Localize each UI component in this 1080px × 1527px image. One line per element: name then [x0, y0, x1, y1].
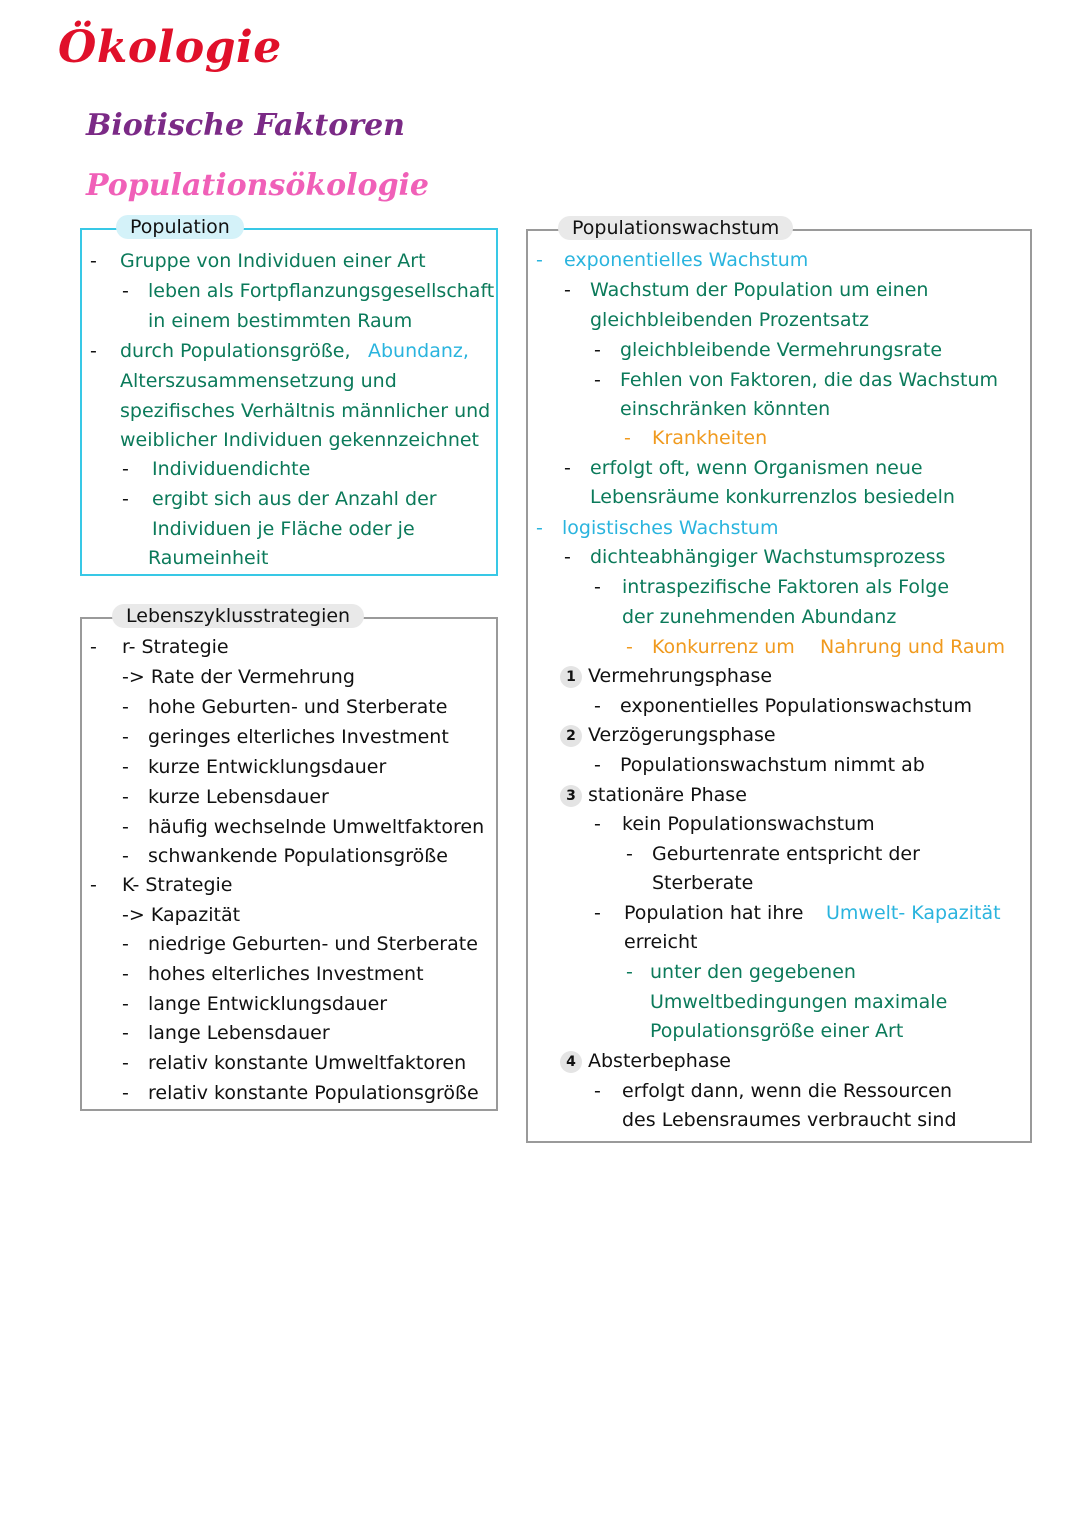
list-item: Populationswachstum nimmt ab [620, 754, 925, 776]
list-item-highlight: Abundanz, [368, 340, 469, 362]
list-item: K- Strategie [122, 874, 233, 896]
list-item: häufig wechselnde Umweltfaktoren [148, 816, 485, 838]
list-item: relativ konstante Umweltfaktoren [148, 1052, 467, 1074]
list-item: erfolgt oft, wenn Organismen neue [590, 457, 923, 479]
list-item: leben als Fortpflanzungsgesellschaft [148, 280, 495, 302]
list-item: - [122, 1052, 129, 1074]
list-item: hohe Geburten- und Sterberate [148, 696, 448, 718]
list-item: - [122, 488, 129, 510]
list-item: - [626, 636, 633, 658]
list-item: gleichbleibende Vermehrungsrate [620, 339, 943, 361]
subtitle-biotische-faktoren: Biotische Faktoren [86, 108, 405, 143]
list-item: lange Lebensdauer [148, 1022, 330, 1044]
list-item: - [564, 279, 571, 301]
list-item: - [90, 250, 97, 272]
list-item: einschränken könnten [620, 398, 831, 420]
phase-4-heading: 4 Absterbephase [560, 1050, 731, 1073]
list-item: - [122, 756, 129, 778]
list-item: Geburtenrate entspricht der [652, 843, 920, 865]
list-item: - [594, 339, 601, 361]
list-item: Wachstum der Population um einen [590, 279, 929, 301]
list-item: - [122, 993, 129, 1015]
list-item-highlight: Umwelt- Kapazität [826, 902, 1001, 924]
list-item: kein Populationswachstum [622, 813, 875, 835]
list-item-heading: exponentielles Wachstum [564, 249, 809, 271]
list-item: - [624, 427, 631, 449]
list-item: - [122, 816, 129, 838]
list-item: Lebensräume konkurrenzlos besiedeln [590, 486, 955, 508]
list-item: - [594, 576, 601, 598]
list-item: - [626, 843, 633, 865]
list-item: gleichbleibenden Prozentsatz [590, 309, 869, 331]
list-item: unter den gegebenen [650, 961, 856, 983]
list-item: - [122, 1082, 129, 1104]
list-item: kurze Entwicklungsdauer [148, 756, 387, 778]
population-growth-label: Populationswachstum [558, 216, 793, 240]
list-item: relativ konstante Populationsgröße [148, 1082, 479, 1104]
phase-number-badge: 4 [560, 1051, 582, 1073]
list-item: - [122, 933, 129, 955]
phase-number-badge: 3 [560, 785, 582, 807]
list-item: - [594, 813, 601, 835]
list-item: ergibt sich aus der Anzahl der [152, 488, 437, 510]
list-item: in einem bestimmten Raum [148, 310, 413, 332]
phase-3-heading: 3 stationäre Phase [560, 784, 747, 807]
list-item: - [122, 726, 129, 748]
phase-1-heading: 1 Vermehrungsphase [560, 665, 772, 688]
list-item: r- Strategie [122, 636, 229, 658]
list-item: - [122, 786, 129, 808]
list-item: lange Entwicklungsdauer [148, 993, 388, 1015]
population-growth-box [526, 217, 1032, 1143]
list-item: kurze Lebensdauer [148, 786, 329, 808]
list-item-highlight: Konkurrenz um [652, 636, 795, 658]
list-item-highlight: Nahrung und Raum [820, 636, 1006, 658]
list-item: geringes elterliches Investment [148, 726, 449, 748]
list-item: Populationsgröße einer Art [650, 1020, 904, 1042]
list-item: - [90, 636, 97, 658]
list-item: erfolgt dann, wenn die Ressourcen [622, 1080, 953, 1102]
list-item: -> Kapazität [122, 904, 241, 926]
population-box [80, 216, 498, 576]
list-item: exponentielles Populationswachstum [620, 695, 972, 717]
list-item: Alterszusammensetzung und [120, 370, 397, 392]
phase-number-badge: 1 [560, 666, 582, 688]
list-item: des Lebensraumes verbraucht sind [622, 1109, 957, 1131]
list-item: spezifisches Verhältnis männlicher und [120, 400, 491, 422]
list-item: - [594, 754, 601, 776]
phase-2-heading: 2 Verzögerungsphase [560, 724, 776, 747]
list-item: - [594, 1080, 601, 1102]
list-item: hohes elterliches Investment [148, 963, 424, 985]
list-item: niedrige Geburten- und Sterberate [148, 933, 478, 955]
list-item: erreicht [624, 931, 698, 953]
list-item: - [122, 458, 129, 480]
list-item: - [536, 249, 543, 271]
section-title-populationsoekologie: Populationsökologie [86, 168, 430, 203]
list-item: Gruppe von Individuen einer Art [120, 250, 426, 272]
population-label: Population [116, 215, 244, 239]
phase-number-badge: 2 [560, 725, 582, 747]
list-item: - [122, 845, 129, 867]
life-strategies-box [80, 605, 498, 1111]
list-item: -> Rate der Vermehrung [122, 666, 355, 688]
list-item: - [536, 517, 543, 539]
list-item-heading: logistisches Wachstum [562, 517, 779, 539]
list-item: - [122, 1022, 129, 1044]
list-item: - [90, 874, 97, 896]
list-item: - [594, 369, 601, 391]
list-item: Individuen je Fläche oder je [152, 518, 415, 540]
list-item: Individuendichte [152, 458, 311, 480]
list-item: - [122, 280, 129, 302]
page-title: Ökologie [58, 22, 282, 73]
list-item: - [594, 695, 601, 717]
list-item: schwankende Populationsgröße [148, 845, 448, 867]
list-item-highlight: Krankheiten [652, 427, 768, 449]
list-item: intraspezifische Faktoren als Folge [622, 576, 950, 598]
list-item: - [564, 546, 571, 568]
list-item: - [626, 961, 633, 983]
list-item: - [90, 340, 97, 362]
list-item: Fehlen von Faktoren, die das Wachstum [620, 369, 999, 391]
list-item: der zunehmenden Abundanz [622, 606, 897, 628]
list-item: dichteabhängiger Wachstumsprozess [590, 546, 946, 568]
list-item: Population hat ihre [624, 902, 804, 924]
list-item: - [564, 457, 571, 479]
list-item: Raumeinheit [148, 547, 269, 569]
list-item: durch Populationsgröße, [120, 340, 351, 362]
list-item: - [594, 902, 601, 924]
list-item: Sterberate [652, 872, 754, 894]
list-item: Umweltbedingungen maximale [650, 991, 948, 1013]
list-item: weiblicher Individuen gekennzeichnet [120, 429, 479, 451]
life-strategies-label: Lebenszyklusstrategien [112, 604, 364, 628]
list-item: - [122, 963, 129, 985]
list-item: - [122, 696, 129, 718]
